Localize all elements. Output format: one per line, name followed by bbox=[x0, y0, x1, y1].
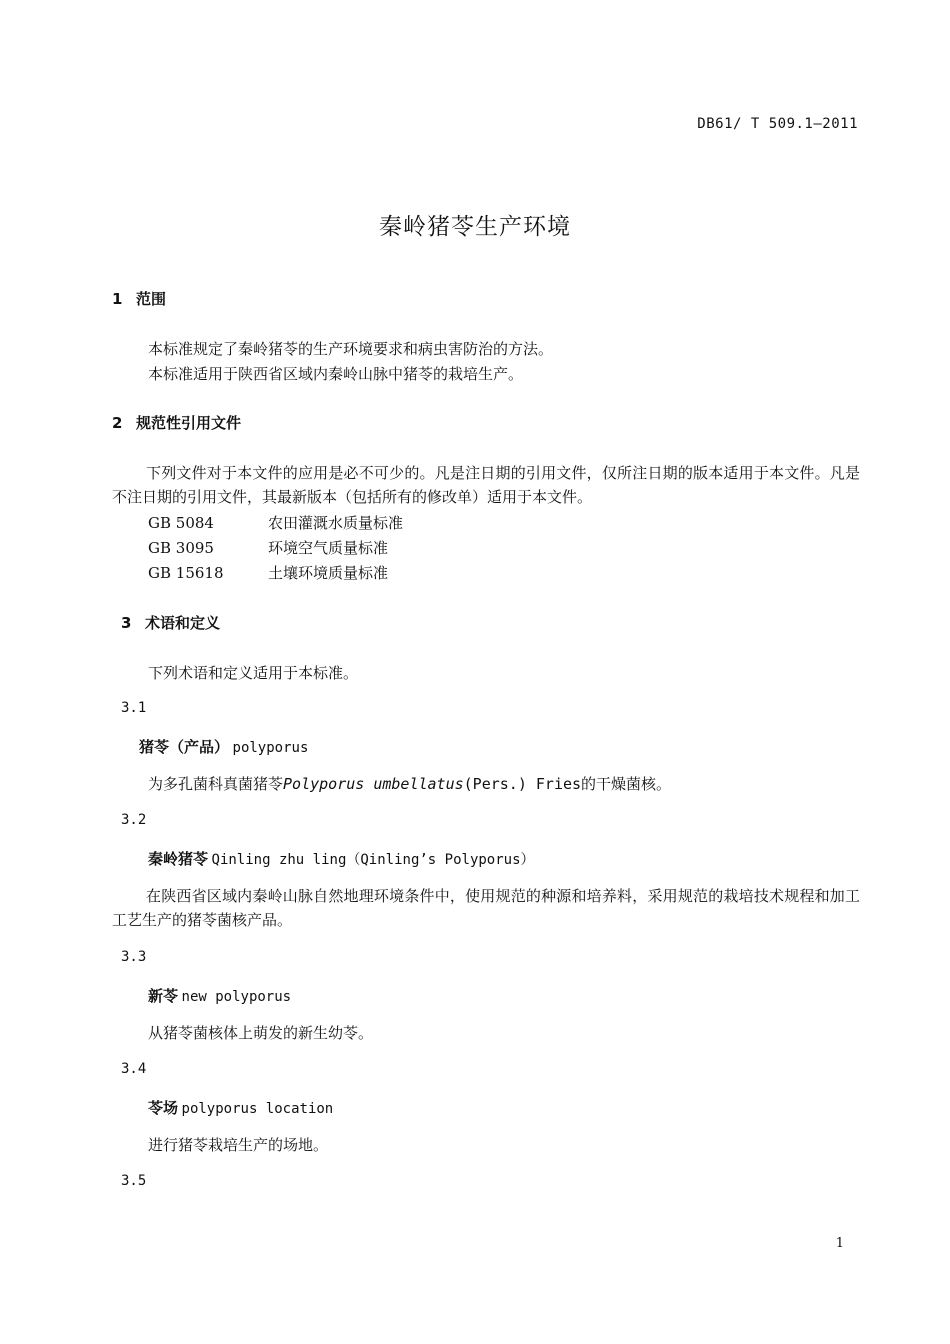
term-heading bbox=[148, 1097, 333, 1118]
section-title: 术语和定义 bbox=[145, 614, 221, 632]
document-title: 秦岭猪苓生产环境 bbox=[379, 214, 571, 240]
paragraph: 本标准适用于陕西省区域内秦岭山脉中猪苓的栽培生产。 bbox=[148, 365, 524, 383]
reference-item bbox=[148, 512, 403, 533]
subsection-number: 3.3 bbox=[121, 949, 147, 965]
definition-text: (Pers.) Fries的干燥菌核。 bbox=[463, 775, 672, 793]
latin-name: Polyporus umbellatus bbox=[283, 775, 464, 793]
term-definition: 在陕西省区域内秦岭山脉自然地理环境条件中，使用规范的种源和培养料，采用规范的栽培技术规程和加工工艺生产的猪苓菌核产品。 bbox=[112, 887, 860, 929]
page-number: 1 bbox=[835, 1236, 844, 1251]
term-zh: 猪苓（产品） bbox=[139, 738, 230, 756]
section-2-heading bbox=[112, 412, 241, 433]
term-definition: 从猪苓菌核体上萌发的新生幼苓。 bbox=[148, 1024, 374, 1042]
term-en: polyporus bbox=[232, 740, 309, 756]
term-heading bbox=[148, 985, 291, 1006]
reference-item bbox=[148, 562, 388, 583]
section-number: 3 bbox=[121, 614, 132, 632]
reference-item bbox=[148, 537, 388, 558]
term-en: new polyporus bbox=[181, 989, 292, 1005]
section-3-heading bbox=[121, 612, 220, 633]
term-heading bbox=[148, 848, 535, 869]
subsection-number: 3.4 bbox=[121, 1061, 147, 1077]
term-zh: 苓场 bbox=[148, 1099, 179, 1117]
term-en: Qinling zhu ling（Qinling’s Polyporus） bbox=[211, 852, 535, 868]
term-definition: 进行猪苓栽培生产的场地。 bbox=[148, 1136, 329, 1154]
paragraph: 本标准规定了秦岭猪苓的生产环境要求和病虫害防治的方法。 bbox=[148, 340, 554, 358]
reference-code: GB 15618 bbox=[148, 564, 224, 582]
reference-title: 农田灌溉水质量标准 bbox=[268, 514, 404, 532]
section-1-heading bbox=[112, 288, 166, 309]
standard-code: DB61/ T 509.1—2011 bbox=[697, 116, 858, 132]
section-title: 范围 bbox=[136, 290, 167, 308]
reference-code: GB 3095 bbox=[148, 539, 214, 557]
subsection-number: 3.2 bbox=[121, 812, 147, 828]
definition-text: 为多孔菌科真菌猪苓 bbox=[148, 775, 284, 793]
term-en: polyporus location bbox=[181, 1101, 334, 1117]
reference-code: GB 5084 bbox=[148, 514, 214, 532]
paragraph: 下列文件对于本文件的应用是必不可少的。凡是注日期的引用文件，仅所注日期的版本适用于本文件。凡是不注日期的引用文件，其最新版本（包括所有的修改单）适用于本文件。 bbox=[112, 464, 860, 506]
reference-title: 环境空气质量标准 bbox=[268, 539, 389, 557]
section-title: 规范性引用文件 bbox=[136, 414, 242, 432]
section-number: 2 bbox=[112, 414, 123, 432]
term-zh: 新苓 bbox=[148, 987, 179, 1005]
subsection-number: 3.1 bbox=[121, 700, 147, 716]
subsection-number: 3.5 bbox=[121, 1173, 147, 1189]
reference-title: 土壤环境质量标准 bbox=[268, 564, 389, 582]
term-heading bbox=[139, 736, 308, 757]
section-number: 1 bbox=[112, 290, 123, 308]
term-definition bbox=[148, 773, 671, 794]
paragraph: 下列术语和定义适用于本标准。 bbox=[148, 664, 359, 682]
term-zh: 秦岭猪苓 bbox=[148, 850, 209, 868]
